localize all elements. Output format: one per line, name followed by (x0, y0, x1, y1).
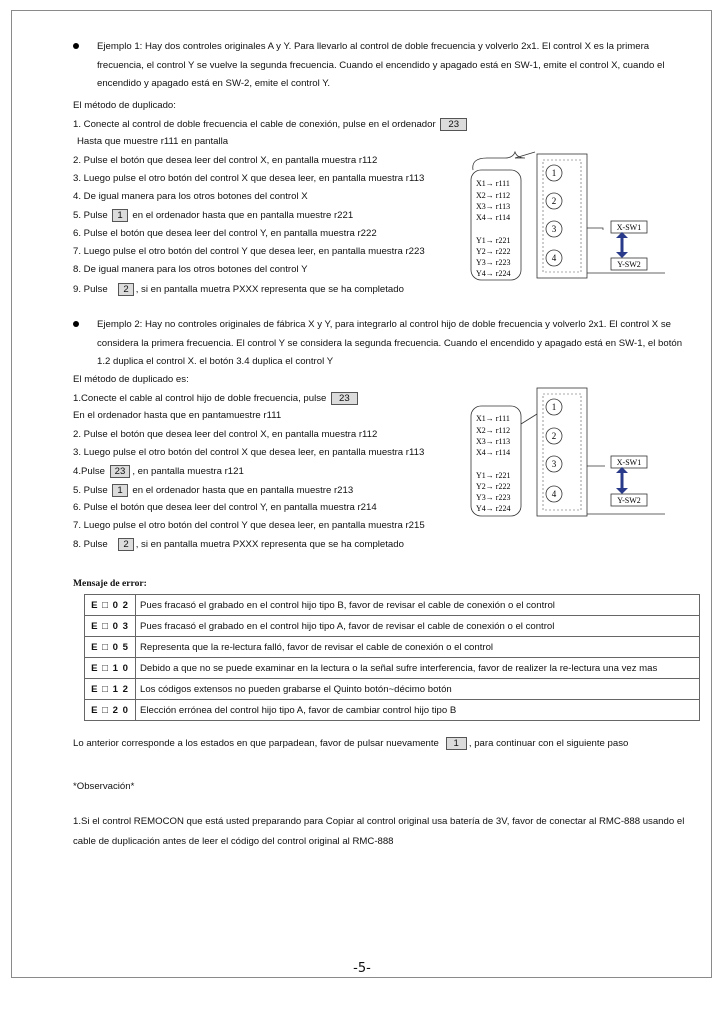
example-1-diagram (465, 148, 665, 288)
error-code: E □ 1 0 (85, 658, 136, 679)
example-2-diagram (465, 384, 665, 524)
step-text: , si en pantalla muetra PXXX representa que se ha completado (135, 284, 404, 295)
table-row (85, 637, 700, 658)
x-label: X4→ r114 (476, 448, 511, 457)
example-1-step-9 (73, 283, 404, 296)
error-code: E □ 1 2 (85, 679, 136, 700)
bullet-example-2 (73, 321, 79, 327)
remote-button-label: 2 (551, 196, 557, 206)
page-number: -5- (353, 961, 371, 976)
example-2-method-title: El método de duplicado es: (73, 374, 189, 385)
error-description: Los códigos extensos no pueden grabarse el Quinto botón~décimo botón (136, 679, 700, 700)
switch-y-sw2-label: Y-SW2 (617, 260, 641, 269)
step-text: 5. Pulse (73, 485, 108, 496)
error-description: Representa que la re-lectura falló, favor de revisar el cable de conexión o el control (136, 637, 700, 658)
observation-text: 1.Si el control REMOCON que está usted preparando para Copiar al control original usa batería de 3V, favor de conectar al RMC-888 usando el cable de duplicación antes de leer el código del control original al RMC-888 (73, 816, 685, 847)
footer-text: Lo anterior corresponde a los estados en que parpadean, favor de pulsar nuevamente (73, 738, 439, 749)
example-1-step-5 (73, 209, 353, 222)
example-1-step-4: 4. De igual manera para los otros botones del control X (73, 191, 308, 202)
example-2-step-3: 3. Luego pulse el otro botón del control X que desea leer, en pantalla muestra r113 (73, 447, 425, 458)
error-code: E □ 0 2 (85, 595, 136, 616)
step-text: 4.Pulse (73, 466, 105, 477)
step-text: 9. Pulse (73, 284, 108, 295)
example-2-step-2: 2. Pulse el botón que desea leer del control X, en pantalla muestra r112 (73, 429, 378, 440)
y-label: Y2→ r222 (476, 247, 511, 256)
key-1: 1 (112, 484, 127, 497)
example-2-step-4 (73, 465, 244, 478)
step-text: 1.Conecte el cable al control hijo de doble frecuencia, pulse (73, 393, 327, 404)
example-1-step-6: 6. Pulse el botón que desea leer del control Y, en pantalla muestra r222 (73, 228, 377, 239)
bullet-example-1 (73, 43, 79, 49)
error-code: E □ 0 3 (85, 616, 136, 637)
switch-x-sw1-label: X-SW1 (616, 223, 642, 232)
example-2-text: Ejemplo 2: Hay no controles originales de fábrica X y Y, para integrarlo al control hijo de doble frecuencia y volverlo 2x1. El control X se considera la primera frecuencia. El control Y se considera la segunda frecuencia. Cuando el encendido y apagado está en SW-1, el botón 1.2 duplica el control X. el botón 3.4 duplica el control Y (97, 319, 683, 367)
remote-button-label: 4 (551, 253, 557, 263)
error-table (84, 594, 700, 721)
y-label: Y1→ r221 (476, 236, 511, 245)
error-description: Pues fracasó el grabado en el control hijo tipo A, favor de revisar el cable de conexión o el control (136, 616, 700, 637)
example-1-step-3: 3. Luego pulse el otro botón del control X que desea leer, en pantalla muestra r113 (73, 173, 425, 184)
example-1-step-1b: Hasta que muestre r111 en pantalla (77, 136, 229, 147)
x-label: X1→ r111 (476, 179, 510, 188)
key-1: 1 (446, 737, 467, 750)
observation-title: *Observación* (73, 781, 135, 792)
error-code: E □ 2 0 (85, 700, 136, 721)
example-2-step-6: 6. Pulse el botón que desea leer del control Y, en pantalla muestra r214 (73, 502, 377, 513)
error-description: Pues fracasó el grabado en el control hijo tipo B, favor de revisar el cable de conexión o el control (136, 595, 700, 616)
remote-button-label: 3 (551, 459, 557, 469)
x-label: X3→ r113 (476, 202, 511, 211)
x-label: X4→ r114 (476, 213, 511, 222)
remote-button-label: 2 (551, 431, 557, 441)
y-label: Y4→ r224 (476, 269, 511, 278)
switch-arrow (616, 232, 628, 258)
example-2-step-8 (73, 538, 404, 551)
table-row (85, 595, 700, 616)
y-label: Y4→ r224 (476, 504, 511, 513)
x-label: X2→ r112 (476, 426, 511, 435)
key-23: 23 (331, 392, 358, 405)
y-label: Y3→ r223 (476, 493, 511, 502)
example-1-step-8: 8. De igual manera para los otros botones del control Y (73, 264, 308, 275)
error-description: Elección errónea del control hijo tipo A, favor de cambiar control hijo tipo B (136, 700, 700, 721)
footer-text: , para continuar con el siguiente paso (468, 738, 629, 749)
switch-x-sw1-label: X-SW1 (616, 458, 642, 467)
table-row (85, 616, 700, 637)
step-text: 1. Conecte al control de doble frecuencia el cable de conexión, pulse en el ordenador (73, 119, 436, 130)
y-label: Y3→ r223 (476, 258, 511, 267)
example-1-step-7: 7. Luego pulse el otro botón del control Y que desea leer, en pantalla muestra r223 (73, 246, 425, 257)
example-2-step-5 (73, 484, 353, 497)
example-1-method-title: El método de duplicado: (73, 100, 176, 111)
error-footer (73, 737, 628, 750)
remote-button-label: 4 (551, 489, 557, 499)
x-label: X2→ r112 (476, 191, 511, 200)
x-label: X3→ r113 (476, 437, 511, 446)
table-row (85, 679, 700, 700)
y-label: Y1→ r221 (476, 471, 511, 480)
x-label: X1→ r111 (476, 414, 510, 423)
error-section-title: Mensaje de error: (73, 578, 147, 589)
key-23: 23 (110, 465, 131, 478)
step-text: , en pantalla muestra r121 (132, 466, 244, 477)
key-23: 23 (440, 118, 467, 131)
key-2: 2 (118, 283, 133, 296)
step-text: , si en pantalla muetra PXXX representa que se ha completado (135, 539, 404, 550)
error-code: E □ 0 5 (85, 637, 136, 658)
error-description: Debido a que no se puede examinar en la lectura o la señal sufre interferencia, favor de realizer la re-lectura una vez mas (136, 658, 700, 679)
remote-button-label: 1 (551, 402, 557, 412)
step-text: en el ordenador hasta que en pantalla muestre r213 (132, 485, 354, 496)
table-row (85, 658, 700, 679)
key-1: 1 (112, 209, 127, 222)
switch-y-sw2-label: Y-SW2 (617, 496, 641, 505)
remote-button-label: 1 (551, 168, 557, 178)
step-text: 5. Pulse (73, 210, 108, 221)
remote-button-label: 3 (551, 224, 557, 234)
y-label: Y2→ r222 (476, 482, 511, 491)
switch-arrow (616, 467, 628, 494)
example-1-step-2: 2. Pulse el botón que desea leer del control X, en pantalla muestra r112 (73, 155, 378, 166)
example-1-step-1 (73, 118, 469, 131)
step-text: 8. Pulse (73, 539, 108, 550)
key-2: 2 (118, 538, 133, 551)
example-2-step-1b: En el ordenador hasta que en pantamuestre r111 (73, 410, 282, 421)
example-2-step-7: 7. Luego pulse el otro botón del control Y que desea leer, en pantalla muestra r215 (73, 520, 425, 531)
example-1-text: Ejemplo 1: Hay dos controles originales A y Y. Para llevarlo al control de doble frecuencia y volverlo 2x1. El control X es la primera frecuencia, el control Y se vuelve la segunda frecuencia. Cuando el encendido y apagado está en SW-1, emite el control X, cuando el encendido y apagado está en SW-2, emite el control Y. (97, 41, 665, 89)
example-2-step-1 (73, 392, 360, 405)
step-text: en el ordenador hasta que en pantalla muestre r221 (132, 210, 354, 221)
table-row (85, 700, 700, 721)
